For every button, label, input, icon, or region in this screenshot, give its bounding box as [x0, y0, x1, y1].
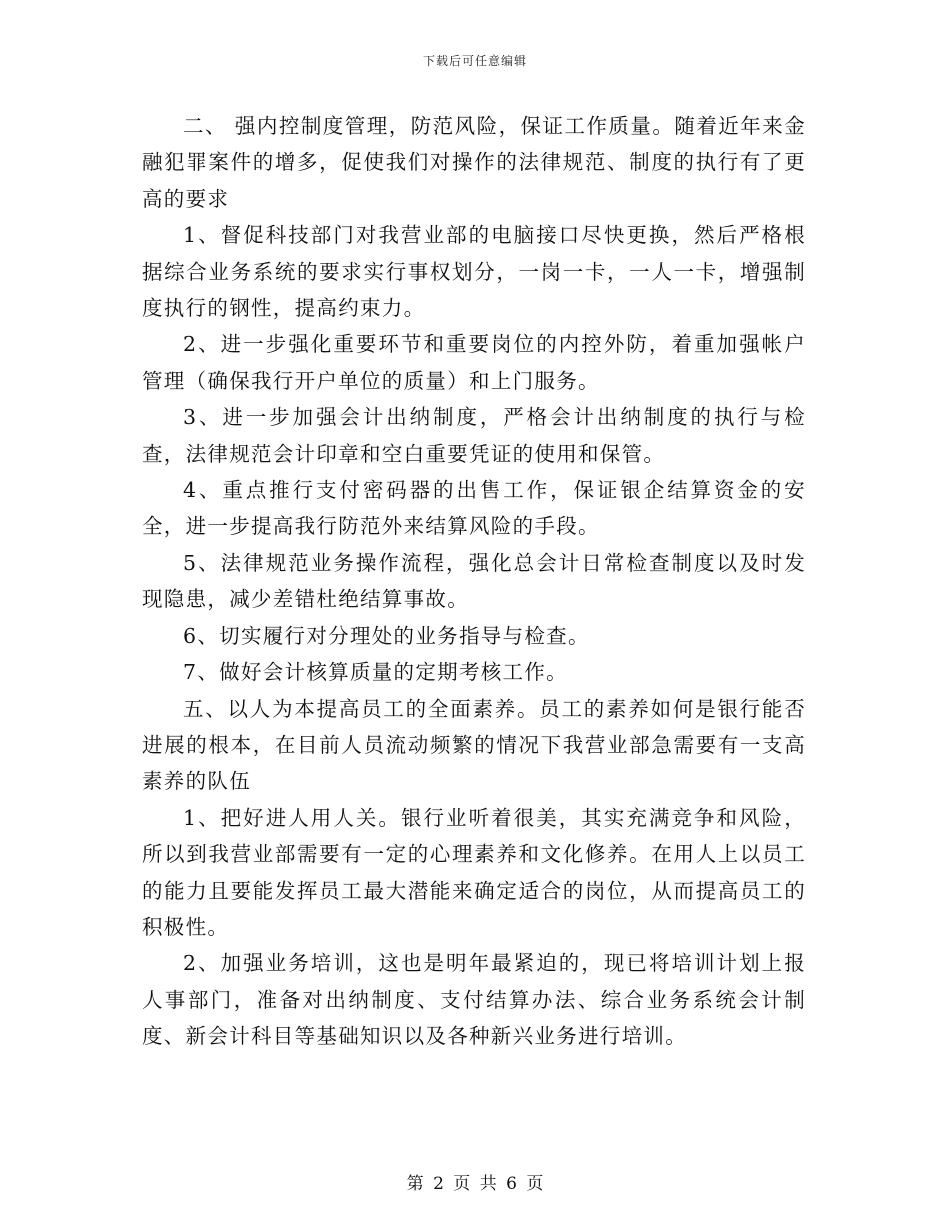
paragraph-section-two: 二、 强内控制度管理，防范风险，保证工作质量。随着近年来金融犯罪案件的增多，促使我们对操作的法律规范、制度的执行有了更高的要求 [142, 114, 806, 211]
paragraph-item-6: 6、切实履行对分理处的业务指导与检查。 [183, 623, 590, 648]
paragraph-item-2: 2、进一步强化重要环节和重要岗位的内控外防，着重加强帐户管理（确保我行开户单位的质量）和上门服务。 [142, 332, 806, 393]
paragraph-item-3: 3、进一步加强会计出纳制度，严格会计出纳制度的执行与检查，法律规范会计印章和空白重要凭证的使用和保管。 [142, 405, 806, 466]
document-body [142, 108, 806, 1055]
header-note: 下载后可任意编辑 [422, 54, 527, 68]
page-number-footer: 第 2 页 共 6 页 [406, 1174, 544, 1194]
paragraph-item-5-2: 2、加强业务培训，这也是明年最紧迫的，现已将培训计划上报人事部门，准备对出纳制度、支付结算办法、综合业务系统会计制度、新会计科目等基础知识以及各种新兴业务进行培训。 [142, 951, 806, 1049]
paragraph-item-5-1: 1、把好进人用人关。银行业听着很美，其实充满竞争和风险，所以到我营业部需要有一定的心理素养和文化修养。在用人上以员工的能力且要能发挥员工最大潜能来确定适合的岗位，从而提高员工的积极性。 [142, 805, 806, 939]
paragraph-item-5: 5、法律规范业务操作流程，强化总会计日常检查制度以及时发现隐患，减少差错杜绝结算事故。 [142, 550, 806, 612]
paragraph-section-five: 五、以人为本提高员工的全面素养。员工的素养如何是银行能否进展的根本，在目前人员流动频繁的情况下我营业部急需要有一支高素养的队伍 [142, 696, 806, 794]
paragraph-item-1: 1、督促科技部门对我营业部的电脑接口尽快更换，然后严格根据综合业务系统的要求实行事权划分，一岗一卡，一人一卡，增强制度执行的钢性，提高约束力。 [142, 223, 806, 321]
paragraph-item-4: 4、重点推行支付密码器的出售工作，保证银企结算资金的安全，进一步提高我行防范外来结算风险的手段。 [142, 478, 806, 539]
paragraph-item-7: 7、做好会计核算质量的定期考核工作。 [183, 660, 568, 685]
